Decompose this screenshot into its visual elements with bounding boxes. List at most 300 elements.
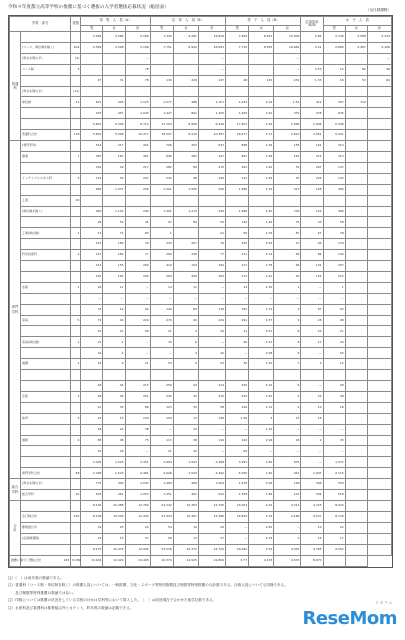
value-cell: 2,16 [249, 97, 274, 108]
value-cell: 2,398 [198, 457, 225, 468]
value-cell: 131 [301, 261, 323, 272]
value-cell: 1.34 [249, 184, 274, 195]
value-cell: 56 [226, 228, 249, 239]
value-cell: 16,629 [198, 32, 225, 43]
value-cell: 2,392 [198, 468, 225, 479]
value-cell: 256 [198, 184, 225, 195]
value-cell: 8,726 [323, 511, 345, 522]
value-cell: 98 [173, 173, 198, 184]
value-cell [125, 370, 150, 381]
admission-table-wrapper [8, 15, 393, 568]
value-cell [345, 206, 367, 217]
value-cell: 242 [150, 391, 173, 402]
table-row [10, 348, 392, 359]
value-cell: 96 [367, 64, 391, 75]
value-cell: 214 [301, 151, 323, 162]
value-cell: 42 [81, 413, 103, 424]
value-cell: 1.05 [249, 228, 274, 239]
value-cell: 14 [226, 282, 249, 293]
value-cell: 115 [81, 173, 103, 184]
value-cell [367, 544, 391, 555]
value-cell: 2.47 [249, 337, 274, 348]
value-cell [274, 370, 301, 381]
school-count [71, 75, 81, 86]
table-row [10, 141, 392, 152]
value-cell: 123 [150, 402, 173, 413]
value-cell: 4 [301, 359, 323, 370]
school-count: (11) [71, 86, 81, 97]
value-cell: 1,537 [323, 457, 345, 468]
value-cell: 96 [274, 261, 301, 272]
table-row [10, 86, 392, 97]
value-cell: 282 [150, 162, 173, 173]
value-cell: 76 [125, 239, 150, 250]
value-cell: 20 [125, 522, 150, 533]
value-cell: 224 [198, 315, 225, 326]
value-cell: 224 [301, 173, 323, 184]
row-label: 農業 [21, 151, 71, 162]
value-cell: 8,933 [323, 500, 345, 511]
row-label: 芸術 [21, 391, 71, 402]
value-cell [367, 391, 391, 402]
value-cell: 1.51 [274, 97, 301, 108]
value-cell: 2,115 [323, 468, 345, 479]
value-cell: 9,052 [323, 544, 345, 555]
value-cell: 69 [367, 75, 391, 86]
value-cell: 18 [323, 402, 345, 413]
value-cell: 1.61 [249, 108, 274, 119]
school-count: 1 [71, 337, 81, 348]
row-label: (単位制を除く) [21, 206, 71, 217]
value-cell: 607 [81, 97, 103, 108]
value-cell: 155 [103, 261, 125, 272]
value-cell: — [301, 293, 323, 304]
note-line: 注）普通科（コース制・単位制を除く）の推薦人員については、一般推薦、文化・スポーツ等特別推薦及び理数等特別推薦の合計数である。合格人員についても同様である。 [8, 583, 288, 588]
value-cell: 25 [103, 522, 125, 533]
table-row [10, 555, 392, 567]
value-cell: 12,764 [125, 500, 150, 511]
value-cell [81, 53, 103, 64]
value-cell: 8,219 [173, 130, 198, 141]
value-cell: 37 [198, 533, 225, 544]
value-cell: 2,481 [125, 468, 150, 479]
value-cell: — [150, 348, 173, 359]
value-cell: 4,311 [274, 500, 301, 511]
value-cell: 13 [173, 533, 198, 544]
school-count: 5 [71, 315, 81, 326]
value-cell: 23,218 [150, 544, 173, 555]
value-cell: — [301, 424, 323, 435]
value-cell: 10,372 [173, 544, 198, 555]
school-count [71, 446, 81, 457]
value-cell [367, 162, 391, 173]
table-row [10, 511, 392, 522]
value-cell: 28 [323, 381, 345, 392]
value-cell: — [226, 424, 249, 435]
value-cell: 44 [173, 391, 198, 402]
value-cell: 2,487 [345, 42, 367, 53]
table-row [10, 359, 392, 370]
value-cell: 183 [274, 141, 301, 152]
table-row [10, 261, 392, 272]
school-count: 3 [71, 391, 81, 402]
school-count: 2 [71, 250, 81, 261]
school-count: 11 [71, 97, 81, 108]
value-cell: 2,584 [103, 32, 125, 43]
value-cell: 13 [103, 533, 125, 544]
row-label: (定時制課程) [21, 533, 71, 544]
school-count: 2 [71, 413, 81, 424]
value-cell [249, 195, 274, 206]
header-row [10, 17, 392, 26]
value-cell [173, 370, 198, 381]
value-cell: 211 [81, 261, 103, 272]
row-label: 家庭(単位制) [21, 337, 71, 348]
value-cell: 1.26 [226, 413, 249, 424]
value-cell: 7,466 [226, 32, 249, 43]
value-cell: — [125, 348, 150, 359]
value-cell [345, 359, 367, 370]
value-cell: 22,899 [198, 555, 225, 567]
school-count [71, 544, 81, 555]
row-label: インテリアビジネス科 [21, 173, 71, 184]
value-cell: 101 [301, 141, 323, 152]
value-cell: 434 [81, 162, 103, 173]
value-cell [249, 370, 274, 381]
table-row [10, 479, 392, 490]
value-cell: 217 [103, 141, 125, 152]
value-cell: 54 [150, 522, 173, 533]
value-cell [367, 304, 391, 315]
value-cell: — [274, 424, 301, 435]
value-cell: 242 [226, 391, 249, 402]
school-count [71, 402, 81, 413]
value-cell: 447 [198, 151, 225, 162]
value-cell [173, 53, 198, 64]
value-cell: 292 [198, 261, 225, 272]
row-label [21, 326, 71, 337]
value-cell: 7 [274, 359, 301, 370]
value-cell [367, 184, 391, 195]
value-cell: — [323, 446, 345, 457]
table-row [10, 381, 392, 392]
value-cell: — [125, 282, 150, 293]
value-cell: 252 [173, 141, 198, 152]
value-cell: 466 [323, 184, 345, 195]
value-cell [345, 195, 367, 206]
value-cell: 1,523 [173, 468, 198, 479]
value-cell [81, 370, 103, 381]
row-label [21, 32, 71, 43]
school-count [71, 370, 81, 381]
value-cell: 8,180 [71, 555, 81, 567]
value-cell: 147 [81, 250, 103, 261]
value-cell [367, 381, 391, 392]
value-cell [345, 162, 367, 173]
value-cell: 5,201 [323, 130, 345, 141]
value-cell [301, 53, 323, 64]
value-cell: 1,505 [173, 184, 198, 195]
value-cell: 307 [323, 97, 345, 108]
value-cell: 1.60 [249, 468, 274, 479]
value-cell: 78 [323, 228, 345, 239]
value-cell: 72 [81, 315, 103, 326]
value-cell [367, 468, 391, 479]
value-cell [367, 490, 391, 501]
value-cell: — [198, 64, 225, 75]
value-cell: 21 [150, 326, 173, 337]
value-cell: 38 [173, 435, 198, 446]
value-cell [198, 370, 225, 381]
value-cell: 1,351 [150, 490, 173, 501]
value-cell: 30 [150, 337, 173, 348]
value-cell: 1,427 [150, 108, 173, 119]
value-cell: 440 [173, 271, 198, 282]
value-cell [103, 370, 125, 381]
value-cell [367, 348, 391, 359]
value-cell: 249 [198, 206, 225, 217]
value-cell: — [301, 446, 323, 457]
value-cell: 1,107 [198, 97, 225, 108]
school-count [71, 141, 81, 152]
value-cell: 1,037 [103, 184, 125, 195]
value-cell: 2,996 [274, 119, 301, 130]
value-cell: 13 [274, 413, 301, 424]
row-label: (専門学科) [21, 141, 71, 152]
row-label: (男女を問わず) [21, 86, 71, 97]
value-cell: 161 [274, 151, 301, 162]
school-count: 1 [71, 359, 81, 370]
value-cell: 8,935 [249, 42, 274, 53]
value-cell [345, 326, 367, 337]
school-count [71, 108, 81, 119]
value-cell: 77 [198, 250, 225, 261]
note-line: 注）（ ）は前年度の数値である。 [8, 576, 64, 580]
value-cell [367, 446, 391, 457]
value-cell: 2.30 [249, 282, 274, 293]
value-cell: 10,387 [198, 130, 225, 141]
value-cell: 18,477 [226, 130, 249, 141]
school-count: 7 [71, 151, 81, 162]
note-line: 及び理数等特別推薦の数値ではない。 [8, 590, 77, 595]
subheader-cell: 女 [173, 26, 198, 32]
value-cell: 394 [301, 490, 323, 501]
value-cell: 489 [173, 479, 198, 490]
value-cell: 2,351 [125, 457, 150, 468]
value-cell: 1,123 [125, 97, 150, 108]
row-label: 普通科合計 [21, 130, 71, 141]
value-cell: 514 [81, 141, 103, 152]
row-label [21, 108, 71, 119]
value-cell: — [274, 522, 301, 533]
value-cell: 149 [150, 304, 173, 315]
row-label [21, 162, 71, 173]
value-cell: 236 [173, 250, 198, 261]
value-cell: — [173, 293, 198, 304]
value-cell: 26 [103, 446, 125, 457]
value-cell [345, 413, 367, 424]
value-cell: 1,523 [103, 468, 125, 479]
table-row [10, 32, 392, 43]
value-cell: 412 [301, 97, 323, 108]
school-count [71, 457, 81, 468]
value-cell [367, 217, 391, 228]
value-cell [173, 195, 198, 206]
value-cell: 891 [226, 151, 249, 162]
value-cell: 44 [103, 381, 125, 392]
school-count: 10 [71, 490, 81, 501]
value-cell: 891 [173, 108, 198, 119]
header-ratio: 応募倍率（B/A） [301, 17, 323, 32]
value-cell: 224 [125, 315, 150, 326]
value-cell: 38 [125, 424, 150, 435]
value-cell: 8,175 [81, 544, 103, 555]
value-cell [323, 555, 345, 567]
value-cell [367, 533, 391, 544]
value-cell: 387 [81, 151, 103, 162]
value-cell: 19 [103, 304, 125, 315]
value-cell: 120 [226, 435, 249, 446]
value-cell: 941 [274, 468, 301, 479]
value-cell: 290 [125, 184, 150, 195]
value-cell: 8 [274, 337, 301, 348]
value-cell: 5.10 [249, 381, 274, 392]
value-cell: 1,476 [226, 479, 249, 490]
value-cell: 647 [198, 141, 225, 152]
value-cell: 8 [274, 326, 301, 337]
value-cell: 398 [301, 479, 323, 490]
value-cell: 2.52 [249, 239, 274, 250]
value-cell: 148 [274, 479, 301, 490]
subheader-cell: 男 [81, 26, 103, 32]
value-cell: 4,537 [301, 511, 323, 522]
value-cell [367, 326, 391, 337]
value-cell: 2.65 [249, 522, 274, 533]
value-cell: 75 [125, 435, 150, 446]
value-cell: 4,367 [274, 544, 301, 555]
value-cell: 10,634 [81, 555, 103, 567]
value-cell: 21 [323, 326, 345, 337]
value-cell [367, 511, 391, 522]
value-cell: 2,405 [81, 457, 103, 468]
table-row [10, 468, 392, 479]
value-cell: 1,034 [125, 479, 150, 490]
value-cell: 2,584 [81, 32, 103, 43]
table-row [10, 544, 392, 555]
value-cell: 8,942 [173, 42, 198, 53]
header-girls: 女 子 人 員 [323, 17, 391, 26]
logo-wordmark: ReseMom [302, 608, 397, 629]
value-cell: 6,309 [103, 119, 125, 130]
value-cell: 18 [301, 413, 323, 424]
school-count [71, 293, 81, 304]
unit-note: （全日制課程） [365, 8, 391, 12]
table-row [10, 217, 392, 228]
value-cell: 1,358 [226, 490, 249, 501]
value-cell [367, 479, 391, 490]
value-cell: 9 [274, 315, 301, 326]
table-row [10, 184, 392, 195]
value-cell [345, 108, 367, 119]
table-row [10, 97, 392, 108]
school-count: 183 [21, 555, 71, 567]
value-cell: 229 [173, 75, 198, 86]
value-cell: 313 [323, 151, 345, 162]
value-cell: 142 [323, 173, 345, 184]
value-cell: 17 [323, 533, 345, 544]
school-count: 118 [71, 130, 81, 141]
value-cell: 12 [323, 359, 345, 370]
row-label [21, 217, 71, 228]
value-cell: 4,133 [249, 555, 274, 567]
school-count [71, 184, 81, 195]
value-cell [125, 86, 150, 97]
value-cell: 19 [81, 533, 103, 544]
value-cell: 533 [323, 479, 345, 490]
row-label [21, 457, 71, 468]
value-cell: 26 [81, 282, 103, 293]
value-cell [345, 348, 367, 359]
row-label: コース制 [21, 64, 71, 75]
value-cell [345, 130, 367, 141]
table-row [10, 108, 392, 119]
value-cell: 12,720 [198, 544, 225, 555]
value-cell: 80 [173, 217, 198, 228]
value-cell: 147 [81, 239, 103, 250]
value-cell: 264 [150, 271, 173, 282]
value-cell: 23,434 [150, 511, 173, 522]
value-cell: 215 [125, 381, 150, 392]
value-cell: 128 [198, 413, 225, 424]
category-total_all: 合 計 [10, 500, 21, 555]
value-cell: 162 [226, 304, 249, 315]
school-count: 20 [71, 195, 81, 206]
value-cell: 10 [301, 522, 323, 533]
table-body [10, 32, 392, 567]
value-cell: 259 [226, 381, 249, 392]
value-cell: 47 [274, 239, 301, 250]
value-cell: 1,097 [301, 468, 323, 479]
value-cell [367, 293, 391, 304]
table-row [10, 490, 392, 501]
table-row [10, 413, 392, 424]
table-row [10, 250, 392, 261]
value-cell: 706 [150, 141, 173, 152]
row-label: 科学技術科 [21, 250, 71, 261]
value-cell [81, 86, 103, 97]
value-cell [345, 228, 367, 239]
table-row [10, 239, 392, 250]
value-cell [367, 228, 391, 239]
value-cell: 378 [301, 108, 323, 119]
value-cell [274, 86, 301, 97]
school-count: (4) [71, 53, 81, 64]
value-cell: 9,281 [173, 32, 198, 43]
table-row [10, 42, 392, 53]
value-cell: — [125, 337, 150, 348]
value-cell: 15,909 [274, 32, 301, 43]
school-count [71, 500, 81, 511]
value-cell [345, 544, 367, 555]
value-cell: 8,105 [81, 500, 103, 511]
value-cell: — [150, 293, 173, 304]
value-cell [345, 53, 367, 64]
value-cell: 461 [173, 490, 198, 501]
value-cell: 4,537 [274, 555, 301, 567]
row-label [21, 348, 71, 359]
value-cell: 215 [198, 391, 225, 402]
value-cell: 28 [301, 315, 323, 326]
